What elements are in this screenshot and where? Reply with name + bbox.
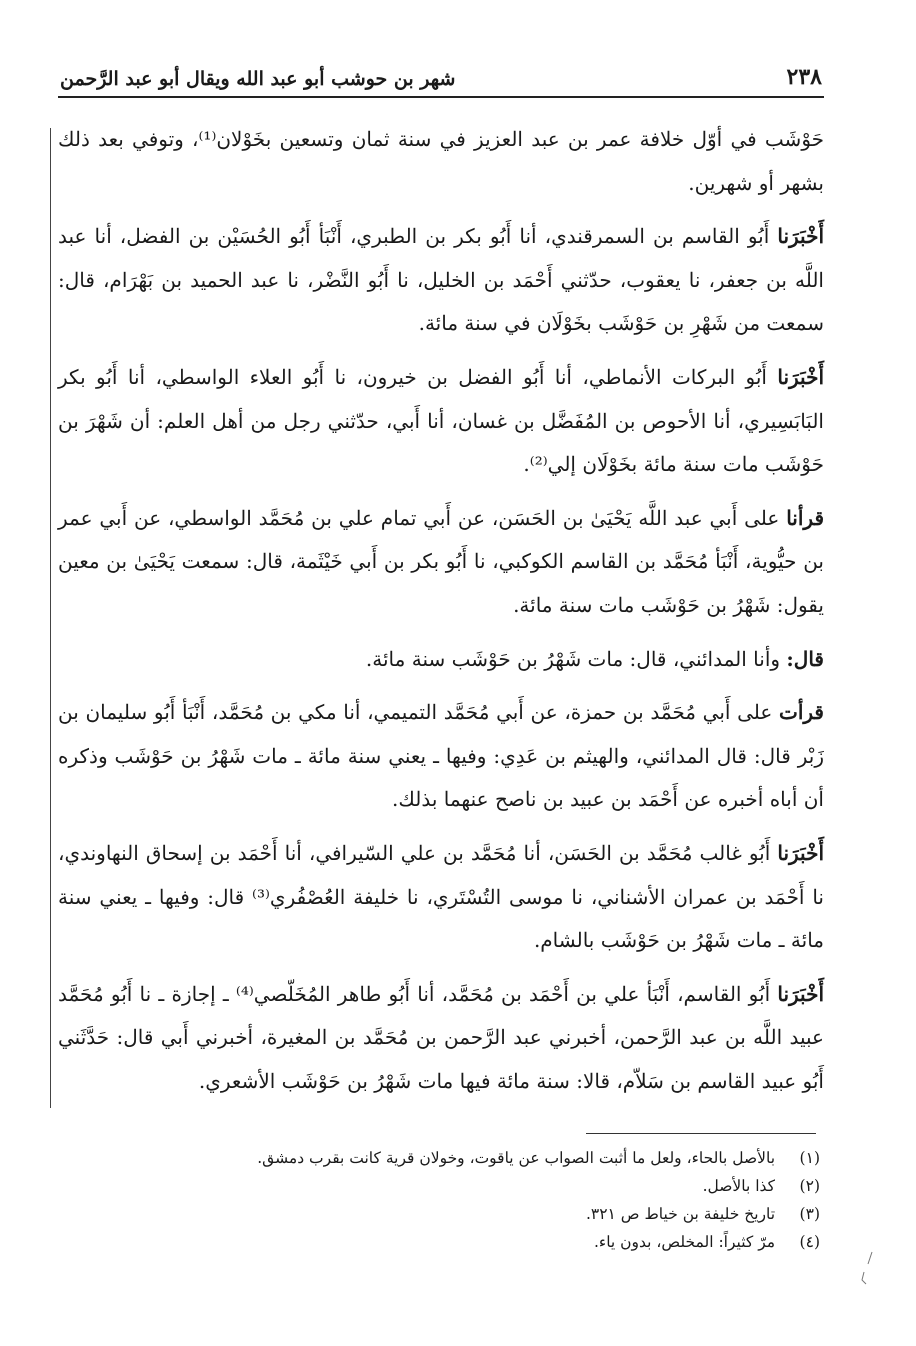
- paragraph: [58, 638, 824, 682]
- footnote-number: (٤): [799, 1233, 820, 1251]
- paragraph-lead: أَخْبَرَنا: [777, 840, 824, 865]
- footnotes: [120, 1144, 820, 1256]
- paragraph: [58, 356, 824, 487]
- paragraph: [58, 691, 824, 822]
- paragraph: [58, 832, 824, 963]
- paragraph: [58, 973, 824, 1104]
- paragraph-text: أَبُو غالب مُحَمَّد بن الحَسَن، أنا مُحَمَّد بن علي السّيرافي، أنا أَحْمَد بن إسحاق النهاوندي، نا أَحْمَد بن عمران الأشناني، نا موسى التُسْتَري، نا خليفة العُصْفُري⁽³⁾ قال: وفيها ـ يعني سنة مائة ـ مات شَهْرُ بن حَوْشَب بالشام.: [58, 840, 825, 953]
- paragraph-text: على أَبي عبد اللَّه يَحْيَىٰ بن الحَسَن، عن أَبي تمام علي بن مُحَمَّد الواسطي، عن أَبي عمر بن حيُّوية، أَنْبَأ مُحَمَّد بن القاسم الكوكبي، نا أَبُو بكر بن أَبي خَيْثَمة، قال: سمعت يَحْيَىٰ بن معين يقول: شَهْرُ بن حَوْشَب مات سنة مائة.: [58, 505, 824, 617]
- paragraph-text: حَوْشَب في أوّل خلافة عمر بن عبد العزيز في سنة ثمان وتسعين بخَوْلان⁽¹⁾، وتوفي بعد ذلك بشهر أو شهرين.: [58, 127, 825, 195]
- paragraph-lead: قرأت: [779, 700, 824, 725]
- running-head-title: شهر بن حوشب أبو عبد الله ويقال أبو عبد الرَّحمن: [60, 68, 456, 90]
- paragraph-lead: قال:: [786, 646, 824, 671]
- scan-mark: [858, 1250, 878, 1290]
- footnote-text: تاريخ خليفة بن خياط ص ٣٢١.: [585, 1205, 776, 1223]
- footnote-rule: [586, 1133, 816, 1134]
- footnote-text: بالأصل بالحاء، ولعل ما أثبت الصواب عن ياقوت، وخولان قرية كانت بقرب دمشق.: [257, 1149, 776, 1167]
- footnote: [120, 1144, 820, 1172]
- paragraph-text: أَبُو البركات الأنماطي، أنا أَبُو الفضل بن خيرون، نا أَبُو العلاء الواسطي، أنا أَبُو بكر البَابَسِيري، أنا الأحوص بن المُفَضَّل بن غسان، أنا أَبي، حدّثني رجل من أهل العلم: أن شَهْرَ بن حَوْشَب مات سنة مائة بخَوْلَان إلي⁽²⁾.: [58, 364, 824, 477]
- paragraph-text: على أَبي مُحَمَّد بن حمزة، عن أَبي مُحَمَّد التميمي، أنا مكي بن مُحَمَّد، أَنْبَأ أَبُو سليمان بن زَبْر قال: قال المدائني، والهيثم بن عَدِي: وفيها ـ يعني سنة مائة ـ مات شَهْرُ بن حَوْشَب وذكره أن أباه أخبره عن أَحْمَد بن عبيد بن ناصح عنهما بذلك.: [58, 700, 824, 812]
- paragraph-text: أَبُو القاسم بن السمرقندي، أنا أَبُو بكر بن الطبري، أَنْبَأ أَبُو الحُسَيْن بن الفضل، أنا عبد اللَّه بن جعفر، نا يعقوب، حدّثني أَحْمَد بن الخليل، نا أَبُو النَّضْر، نا عبد الحميد بن بَهْرَام، قال: سمعت من شَهْرِ بن حَوْشَب بخَوْلَان في سنة مائة.: [58, 224, 824, 336]
- footnote: [120, 1172, 820, 1200]
- page-number: ٢٣٨: [786, 64, 822, 90]
- scan-margin-line: [50, 128, 51, 1108]
- footnote: [120, 1228, 820, 1256]
- footnote: [120, 1200, 820, 1228]
- footnote-number: (١): [799, 1149, 820, 1167]
- footnote-number: (٢): [799, 1177, 820, 1195]
- paragraph: [58, 118, 824, 205]
- header-rule: [58, 96, 824, 98]
- paragraph-lead: أَخْبَرَنا: [777, 224, 824, 249]
- main-text: [58, 118, 824, 1113]
- paragraph-text: أَبُو القاسم، أَنْبَأ علي بن أَحْمَد بن مُحَمَّد، أنا أَبُو طاهر المُخَلّصي⁽⁴⁾ ـ إجازة ـ نا أَبُو مُحَمَّد عبيد اللَّه بن عبد الرَّحمن، أخبرني عبد الرَّحمن بن مُحَمَّد بن المغيرة، أخبرني أَبي قال: حَدَّثَني أَبُو عبيد القاسم بن سَلاّم، قالا: سنة مائة فيها مات شَهْرُ بن حَوْشَب الأشعري.: [58, 981, 824, 1093]
- footnote-text: كذا بالأصل.: [702, 1177, 776, 1195]
- paragraph-lead: أَخْبَرَنا: [777, 981, 824, 1006]
- paragraph-lead: أَخْبَرَنا: [777, 364, 824, 389]
- paragraph: [58, 497, 824, 628]
- footnote-number: (٣): [799, 1205, 820, 1223]
- paragraph: [58, 215, 824, 346]
- running-head: [60, 58, 822, 90]
- paragraph-lead: قرأنا: [786, 505, 824, 530]
- footnote-text: مرّ كثيراً: المخلص، بدون ياء.: [593, 1233, 776, 1251]
- paragraph-text: وأنا المدائني، قال: مات شَهْرُ بن حَوْشَب سنة مائة.: [365, 646, 787, 671]
